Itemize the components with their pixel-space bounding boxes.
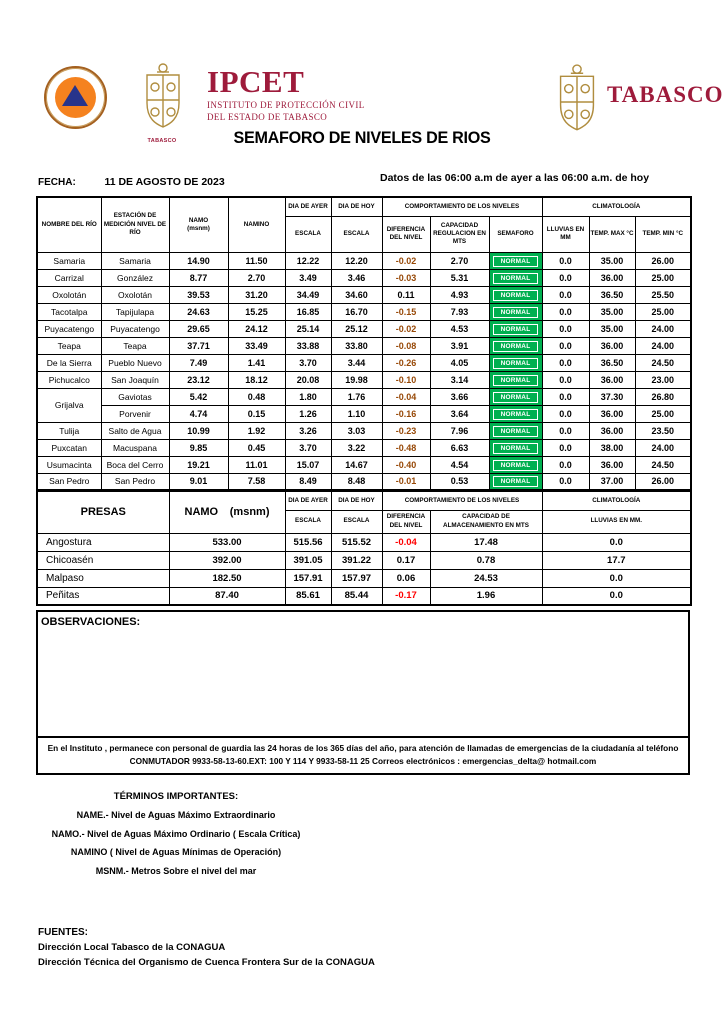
page-title: SEMAFORO DE NIVELES DE RIOS — [233, 128, 491, 147]
escala-ayer-cell: 15.07 — [285, 456, 331, 473]
presa-name-cell: Chicoasén — [37, 551, 169, 569]
tabasco-crest-label: TABASCO — [147, 138, 177, 144]
river-name-cell: Oxolotán — [37, 286, 101, 303]
contact-line1: En el Instituto , permanece con personal de guardia las 24 horas de los 365 días del año, para atención de llamadas de emergencias de la ciudadanía al teléfono — [47, 743, 679, 753]
diferencia-cell: -0.08 — [382, 337, 430, 354]
river-name-cell: Grijalva — [37, 388, 101, 422]
escala-hoy-cell: 3.22 — [331, 439, 382, 456]
proteccion-civil-orange-circle — [55, 77, 96, 118]
presa-escala-ayer-cell: 515.56 — [285, 533, 331, 551]
lluvias-cell: 0.0 — [542, 473, 589, 490]
station-cell: Gaviotas — [101, 388, 169, 405]
namo-cell: 5.42 — [169, 388, 228, 405]
fecha-value: 11 DE AGOSTO DE 2023 — [104, 176, 225, 188]
namo-label: NAMO — [188, 216, 209, 224]
capacidad-cell: 7.93 — [430, 303, 489, 320]
escala-hoy-cell: 34.60 — [331, 286, 382, 303]
namino-cell: 2.70 — [228, 269, 285, 286]
presa-escala-hoy-cell: 391.22 — [331, 551, 382, 569]
semaforo-cell — [489, 439, 542, 456]
river-row — [37, 354, 691, 371]
river-name-cell: Puxcatan — [37, 439, 101, 456]
lluvias-cell: 0.0 — [542, 388, 589, 405]
namino-cell: 0.48 — [228, 388, 285, 405]
presas-col-header-almacenamiento: CAPACIDAD DE ALMACENAMIENTO EN MTS — [430, 510, 542, 533]
temp-max-cell: 38.00 — [589, 439, 635, 456]
escala-hoy-cell: 16.70 — [331, 303, 382, 320]
presa-escala-hoy-cell: 85.44 — [331, 587, 382, 605]
escala-hoy-cell: 12.20 — [331, 252, 382, 269]
presas-col-header-dia-hoy: DIA DE HOY — [331, 491, 382, 510]
presa-almacenamiento-cell: 17.48 — [430, 533, 542, 551]
tabasco-crest-icon — [139, 62, 187, 138]
temp-min-cell: 24.00 — [635, 337, 691, 354]
namino-cell: 31.20 — [228, 286, 285, 303]
semaforo-badge: NORMAL — [493, 324, 539, 335]
namino-cell: 11.50 — [228, 252, 285, 269]
observaciones-label: OBSERVACIONES: — [41, 616, 141, 628]
presas-col-header-escala-hoy: ESCALA — [331, 510, 382, 533]
namo-cell: 29.65 — [169, 320, 228, 337]
presas-col-header-lluvias: LLUVIAS EN MM. — [542, 510, 691, 533]
escala-ayer-cell: 33.88 — [285, 337, 331, 354]
presa-row — [37, 587, 691, 605]
presa-name-cell: Peñitas — [37, 587, 169, 605]
semaforo-cell — [489, 303, 542, 320]
presa-escala-hoy-cell: 157.97 — [331, 569, 382, 587]
temp-max-cell: 35.00 — [589, 303, 635, 320]
term-msnm: MSNM.- Metros Sobre el nivel del mar — [95, 865, 257, 876]
semaforo-cell — [489, 388, 542, 405]
contact-box — [36, 738, 690, 775]
river-row — [37, 456, 691, 473]
namino-cell: 18.12 — [228, 371, 285, 388]
presas-group-header-comportamiento: COMPORTAMIENTO DE LOS NIVELES — [382, 491, 542, 510]
temp-max-cell: 36.00 — [589, 269, 635, 286]
escala-hoy-cell: 19.98 — [331, 371, 382, 388]
lluvias-cell: 0.0 — [542, 320, 589, 337]
presa-lluvias-cell: 0.0 — [542, 587, 691, 605]
escala-ayer-cell: 16.85 — [285, 303, 331, 320]
temp-max-cell: 36.00 — [589, 422, 635, 439]
presa-diferencia-cell: -0.04 — [382, 533, 430, 551]
namo-cell: 19.21 — [169, 456, 228, 473]
presas-table — [36, 490, 692, 606]
rivers-table-header — [37, 197, 691, 252]
temp-min-cell: 26.00 — [635, 252, 691, 269]
namo-cell: 4.74 — [169, 405, 228, 422]
river-name-cell: Tacotalpa — [37, 303, 101, 320]
lluvias-cell: 0.0 — [542, 456, 589, 473]
diferencia-cell: -0.48 — [382, 439, 430, 456]
org-acronym: IPCET — [207, 64, 305, 99]
presas-col-header-escala-ayer: ESCALA — [285, 510, 331, 533]
temp-max-cell: 36.50 — [589, 286, 635, 303]
col-header-estacion: ESTACIÓN DE MEDICIÓN NIVEL DE RÍO — [101, 197, 169, 252]
temp-max-cell: 35.00 — [589, 320, 635, 337]
semaforo-badge: NORMAL — [493, 409, 539, 420]
semaforo-badge: NORMAL — [493, 476, 539, 487]
datos-note: Datos de las 06:00 a.m de ayer a las 06:00 a.m. de hoy — [380, 172, 650, 184]
temp-min-cell: 23.50 — [635, 422, 691, 439]
lluvias-cell: 0.0 — [542, 439, 589, 456]
river-name-cell: San Pedro — [37, 473, 101, 490]
station-cell: Oxolotán — [101, 286, 169, 303]
temp-max-cell: 36.00 — [589, 337, 635, 354]
capacidad-cell: 4.05 — [430, 354, 489, 371]
capacidad-cell: 4.53 — [430, 320, 489, 337]
col-header-dia-ayer: DIA DE AYER — [285, 197, 331, 216]
station-cell: Macuspana — [101, 439, 169, 456]
escala-hoy-cell: 14.67 — [331, 456, 382, 473]
presa-name-cell: Malpaso — [37, 569, 169, 587]
temp-max-cell: 37.30 — [589, 388, 635, 405]
semaforo-cell — [489, 456, 542, 473]
presa-diferencia-cell: 0.17 — [382, 551, 430, 569]
diferencia-cell: -0.04 — [382, 388, 430, 405]
semaforo-cell — [489, 252, 542, 269]
river-row — [37, 439, 691, 456]
semaforo-badge: NORMAL — [493, 460, 539, 471]
river-row — [37, 405, 691, 422]
river-row — [37, 252, 691, 269]
river-name-cell: Usumacinta — [37, 456, 101, 473]
namo-cell: 7.49 — [169, 354, 228, 371]
namino-cell: 7.58 — [228, 473, 285, 490]
station-cell: Salto de Agua — [101, 422, 169, 439]
namo-cell: 23.12 — [169, 371, 228, 388]
terms-section — [40, 791, 312, 884]
rivers-table-body — [37, 252, 691, 490]
escala-ayer-cell: 3.26 — [285, 422, 331, 439]
namo-cell: 10.99 — [169, 422, 228, 439]
presas-col-header-diferencia: DIFERENCIA DEL NIVEL — [382, 510, 430, 533]
presa-row — [37, 533, 691, 551]
semaforo-badge: NORMAL — [493, 290, 539, 301]
col-header-capacidad: CAPACIDAD REGULACION EN MTS — [430, 216, 489, 252]
namo-cell: 37.71 — [169, 337, 228, 354]
semaforo-cell — [489, 320, 542, 337]
capacidad-cell: 6.63 — [430, 439, 489, 456]
term-namo: NAMO.- Nivel de Aguas Máximo Ordinario ( Escala Crítica) — [51, 828, 301, 839]
escala-ayer-cell: 12.22 — [285, 252, 331, 269]
diferencia-cell: -0.10 — [382, 371, 430, 388]
diferencia-cell: -0.23 — [382, 422, 430, 439]
col-header-escala-ayer: ESCALA — [285, 216, 331, 252]
capacidad-cell: 2.70 — [430, 252, 489, 269]
presa-escala-ayer-cell: 157.91 — [285, 569, 331, 587]
presas-col-header-dia-ayer: DIA DE AYER — [285, 491, 331, 510]
lluvias-cell: 0.0 — [542, 269, 589, 286]
presa-namo-cell: 533.00 — [169, 533, 285, 551]
org-name-line1: INSTITUTO DE PROTECCIÓN CIVIL — [207, 99, 365, 110]
fuente-1: Dirección Local Tabasco de la CONAGUA — [38, 942, 226, 953]
lluvias-cell: 0.0 — [542, 252, 589, 269]
temp-min-cell: 24.50 — [635, 354, 691, 371]
capacidad-cell: 3.14 — [430, 371, 489, 388]
escala-hoy-cell: 1.76 — [331, 388, 382, 405]
river-row — [37, 286, 691, 303]
capacidad-cell: 4.93 — [430, 286, 489, 303]
col-header-temp-min: TEMP. MIN °C — [635, 216, 691, 252]
river-row — [37, 320, 691, 337]
lluvias-cell: 0.0 — [542, 405, 589, 422]
col-header-diferencia: DIFERENCIA DEL NIVEL — [382, 216, 430, 252]
diferencia-cell: -0.26 — [382, 354, 430, 371]
semaforo-badge: NORMAL — [493, 358, 539, 369]
temp-min-cell: 25.00 — [635, 269, 691, 286]
presa-lluvias-cell: 17.7 — [542, 551, 691, 569]
namino-cell: 0.15 — [228, 405, 285, 422]
presa-almacenamiento-cell: 0.78 — [430, 551, 542, 569]
presa-lluvias-cell: 0.0 — [542, 533, 691, 551]
escala-hoy-cell: 3.03 — [331, 422, 382, 439]
presa-escala-hoy-cell: 515.52 — [331, 533, 382, 551]
col-header-namo — [169, 197, 228, 252]
namo-cell: 9.01 — [169, 473, 228, 490]
col-header-namino: NAMINO — [228, 197, 285, 252]
diferencia-cell: -0.02 — [382, 320, 430, 337]
namo-cell: 8.77 — [169, 269, 228, 286]
presa-row — [37, 569, 691, 587]
escala-ayer-cell: 1.26 — [285, 405, 331, 422]
river-name-cell: Puyacatengo — [37, 320, 101, 337]
escala-ayer-cell: 20.08 — [285, 371, 331, 388]
semaforo-badge: NORMAL — [493, 392, 539, 403]
river-name-cell: Carrizal — [37, 269, 101, 286]
term-namino: NAMINO ( Nivel de Aguas Mínimas de Operación) — [70, 847, 282, 857]
escala-ayer-cell: 3.70 — [285, 354, 331, 371]
semaforo-cell — [489, 269, 542, 286]
semaforo-cell — [489, 286, 542, 303]
namino-cell: 15.25 — [228, 303, 285, 320]
escala-ayer-cell: 3.49 — [285, 269, 331, 286]
namino-cell: 0.45 — [228, 439, 285, 456]
station-cell: Samaria — [101, 252, 169, 269]
river-row — [37, 388, 691, 405]
escala-ayer-cell: 3.70 — [285, 439, 331, 456]
presa-diferencia-cell: 0.06 — [382, 569, 430, 587]
semaforo-cell — [489, 473, 542, 490]
semaforo-badge: NORMAL — [493, 375, 539, 386]
station-cell: González — [101, 269, 169, 286]
diferencia-cell: -0.15 — [382, 303, 430, 320]
station-cell: Teapa — [101, 337, 169, 354]
presa-escala-ayer-cell: 85.61 — [285, 587, 331, 605]
temp-min-cell: 24.00 — [635, 320, 691, 337]
fuentes-title: FUENTES: — [38, 927, 88, 938]
observaciones-box — [36, 610, 690, 738]
col-header-lluvias: LLUVIAS EN MM — [542, 216, 589, 252]
escala-hoy-cell: 1.10 — [331, 405, 382, 422]
escala-hoy-cell: 8.48 — [331, 473, 382, 490]
lluvias-cell: 0.0 — [542, 337, 589, 354]
terms-title: TÉRMINOS IMPORTANTES: — [113, 791, 239, 802]
temp-max-cell: 35.00 — [589, 252, 635, 269]
presas-table-header — [37, 491, 691, 533]
diferencia-cell: 0.11 — [382, 286, 430, 303]
temp-min-cell: 24.50 — [635, 456, 691, 473]
semaforo-cell — [489, 371, 542, 388]
presa-escala-ayer-cell: 391.05 — [285, 551, 331, 569]
lluvias-cell: 0.0 — [542, 422, 589, 439]
temp-min-cell: 25.00 — [635, 303, 691, 320]
escala-ayer-cell: 34.49 — [285, 286, 331, 303]
diferencia-cell: -0.02 — [382, 252, 430, 269]
semaforo-badge: NORMAL — [493, 307, 539, 318]
semaforo-badge: NORMAL — [493, 256, 539, 267]
presa-name-cell: Angostura — [37, 533, 169, 551]
semaforo-cell — [489, 337, 542, 354]
escala-ayer-cell: 8.49 — [285, 473, 331, 490]
temp-min-cell: 23.00 — [635, 371, 691, 388]
temp-max-cell: 36.00 — [589, 405, 635, 422]
temp-max-cell: 36.50 — [589, 354, 635, 371]
namo-cell: 14.90 — [169, 252, 228, 269]
presa-almacenamiento-cell: 24.53 — [430, 569, 542, 587]
lluvias-cell: 0.0 — [542, 354, 589, 371]
presas-namo-label: NAMO — [184, 506, 219, 519]
capacidad-cell: 5.31 — [430, 269, 489, 286]
temp-min-cell: 26.80 — [635, 388, 691, 405]
namino-cell: 33.49 — [228, 337, 285, 354]
fecha-row — [38, 172, 698, 190]
state-name-wordmark: TABASCO — [607, 82, 724, 107]
col-header-dia-hoy: DIA DE HOY — [331, 197, 382, 216]
diferencia-cell: -0.03 — [382, 269, 430, 286]
presas-group-header-climatologia: CLIMATOLOGÍA — [542, 491, 691, 510]
contact-line2: CONMUTADOR 9933-58-13-60.EXT: 100 Y 114 Y 9933-58-11 25 Correos electrónicos : emergencias_delta@ hotmail.com — [129, 756, 597, 767]
semaforo-cell — [489, 422, 542, 439]
escala-hoy-cell: 3.46 — [331, 269, 382, 286]
semaforo-cell — [489, 405, 542, 422]
capacidad-cell: 4.54 — [430, 456, 489, 473]
station-cell: Pueblo Nuevo — [101, 354, 169, 371]
namino-cell: 11.01 — [228, 456, 285, 473]
station-cell: Boca del Cerro — [101, 456, 169, 473]
river-row — [37, 337, 691, 354]
temp-min-cell: 25.00 — [635, 405, 691, 422]
temp-max-cell: 36.00 — [589, 456, 635, 473]
group-header-climatologia: CLIMATOLOGÍA — [542, 197, 691, 216]
presa-almacenamiento-cell: 1.96 — [430, 587, 542, 605]
semaforo-badge: NORMAL — [493, 273, 539, 284]
semaforo-badge: NORMAL — [493, 426, 539, 437]
station-cell: San Joaquín — [101, 371, 169, 388]
station-cell: San Pedro — [101, 473, 169, 490]
fuente-2: Dirección Técnica del Organismo de Cuenca Frontera Sur de la CONAGUA — [38, 956, 375, 968]
lluvias-cell: 0.0 — [542, 303, 589, 320]
namo-cell: 9.85 — [169, 439, 228, 456]
semaforo-cell — [489, 354, 542, 371]
capacidad-cell: 7.96 — [430, 422, 489, 439]
term-name: NAME.- Nivel de Aguas Máximo Extraordinario — [76, 810, 276, 820]
col-header-semaforo: SEMAFORO — [489, 216, 542, 252]
namino-cell: 1.41 — [228, 354, 285, 371]
semaforo-badge: NORMAL — [493, 341, 539, 352]
river-row — [37, 473, 691, 490]
temp-min-cell: 24.00 — [635, 439, 691, 456]
ipcet-wordmark — [207, 66, 365, 123]
fecha-label: FECHA: — [38, 177, 76, 188]
presa-lluvias-cell: 0.0 — [542, 569, 691, 587]
namo-cell: 24.63 — [169, 303, 228, 320]
diferencia-cell: -0.01 — [382, 473, 430, 490]
river-row — [37, 371, 691, 388]
col-header-presas-namo — [169, 491, 285, 533]
river-name-cell: Teapa — [37, 337, 101, 354]
semaforo-badge: NORMAL — [493, 443, 539, 454]
temp-min-cell: 26.00 — [635, 473, 691, 490]
capacidad-cell: 0.53 — [430, 473, 489, 490]
escala-ayer-cell: 1.80 — [285, 388, 331, 405]
escala-hoy-cell: 3.44 — [331, 354, 382, 371]
namo-sublabel: (msnm) — [187, 224, 210, 232]
lluvias-cell: 0.0 — [542, 371, 589, 388]
presas-namo-sublabel: (msnm) — [229, 506, 270, 519]
fuentes-section — [38, 927, 375, 970]
presas-table-body — [37, 533, 691, 605]
temp-max-cell: 37.00 — [589, 473, 635, 490]
river-name-cell: Pichucalco — [37, 371, 101, 388]
presa-diferencia-cell: -0.17 — [382, 587, 430, 605]
temp-min-cell: 25.50 — [635, 286, 691, 303]
capacidad-cell: 3.66 — [430, 388, 489, 405]
capacidad-cell: 3.91 — [430, 337, 489, 354]
col-header-escala-hoy: ESCALA — [331, 216, 382, 252]
station-cell: Porvenir — [101, 405, 169, 422]
diferencia-cell: -0.16 — [382, 405, 430, 422]
group-header-comportamiento: COMPORTAMIENTO DE LOS NIVELES — [382, 197, 542, 216]
namo-cell: 39.53 — [169, 286, 228, 303]
presa-namo-cell: 392.00 — [169, 551, 285, 569]
river-row — [37, 269, 691, 286]
lluvias-cell: 0.0 — [542, 286, 589, 303]
proteccion-civil-emblem-icon — [44, 66, 107, 129]
temp-max-cell: 36.00 — [589, 371, 635, 388]
col-header-temp-max: TEMP. MAX °C — [589, 216, 635, 252]
col-header-presas: PRESAS — [37, 491, 169, 533]
river-name-cell: Tulija — [37, 422, 101, 439]
proteccion-civil-triangle-icon — [62, 85, 88, 106]
escala-ayer-cell: 25.14 — [285, 320, 331, 337]
river-name-cell: Samaria — [37, 252, 101, 269]
river-name-cell: De la Sierra — [37, 354, 101, 371]
org-name-line2: DEL ESTADO DE TABASCO — [207, 111, 328, 122]
station-cell: Tapijulapa — [101, 303, 169, 320]
capacidad-cell: 3.64 — [430, 405, 489, 422]
presa-row — [37, 551, 691, 569]
namino-cell: 24.12 — [228, 320, 285, 337]
diferencia-cell: -0.40 — [382, 456, 430, 473]
namino-cell: 1.92 — [228, 422, 285, 439]
escala-hoy-cell: 33.80 — [331, 337, 382, 354]
river-row — [37, 303, 691, 320]
station-cell: Puyacatengo — [101, 320, 169, 337]
escala-hoy-cell: 25.12 — [331, 320, 382, 337]
presa-namo-cell: 182.50 — [169, 569, 285, 587]
rivers-table — [36, 196, 692, 491]
tables-container — [36, 196, 690, 775]
river-row — [37, 422, 691, 439]
col-header-nombre-rio: NOMBRE DEL RÍO — [37, 197, 101, 252]
presa-namo-cell: 87.40 — [169, 587, 285, 605]
